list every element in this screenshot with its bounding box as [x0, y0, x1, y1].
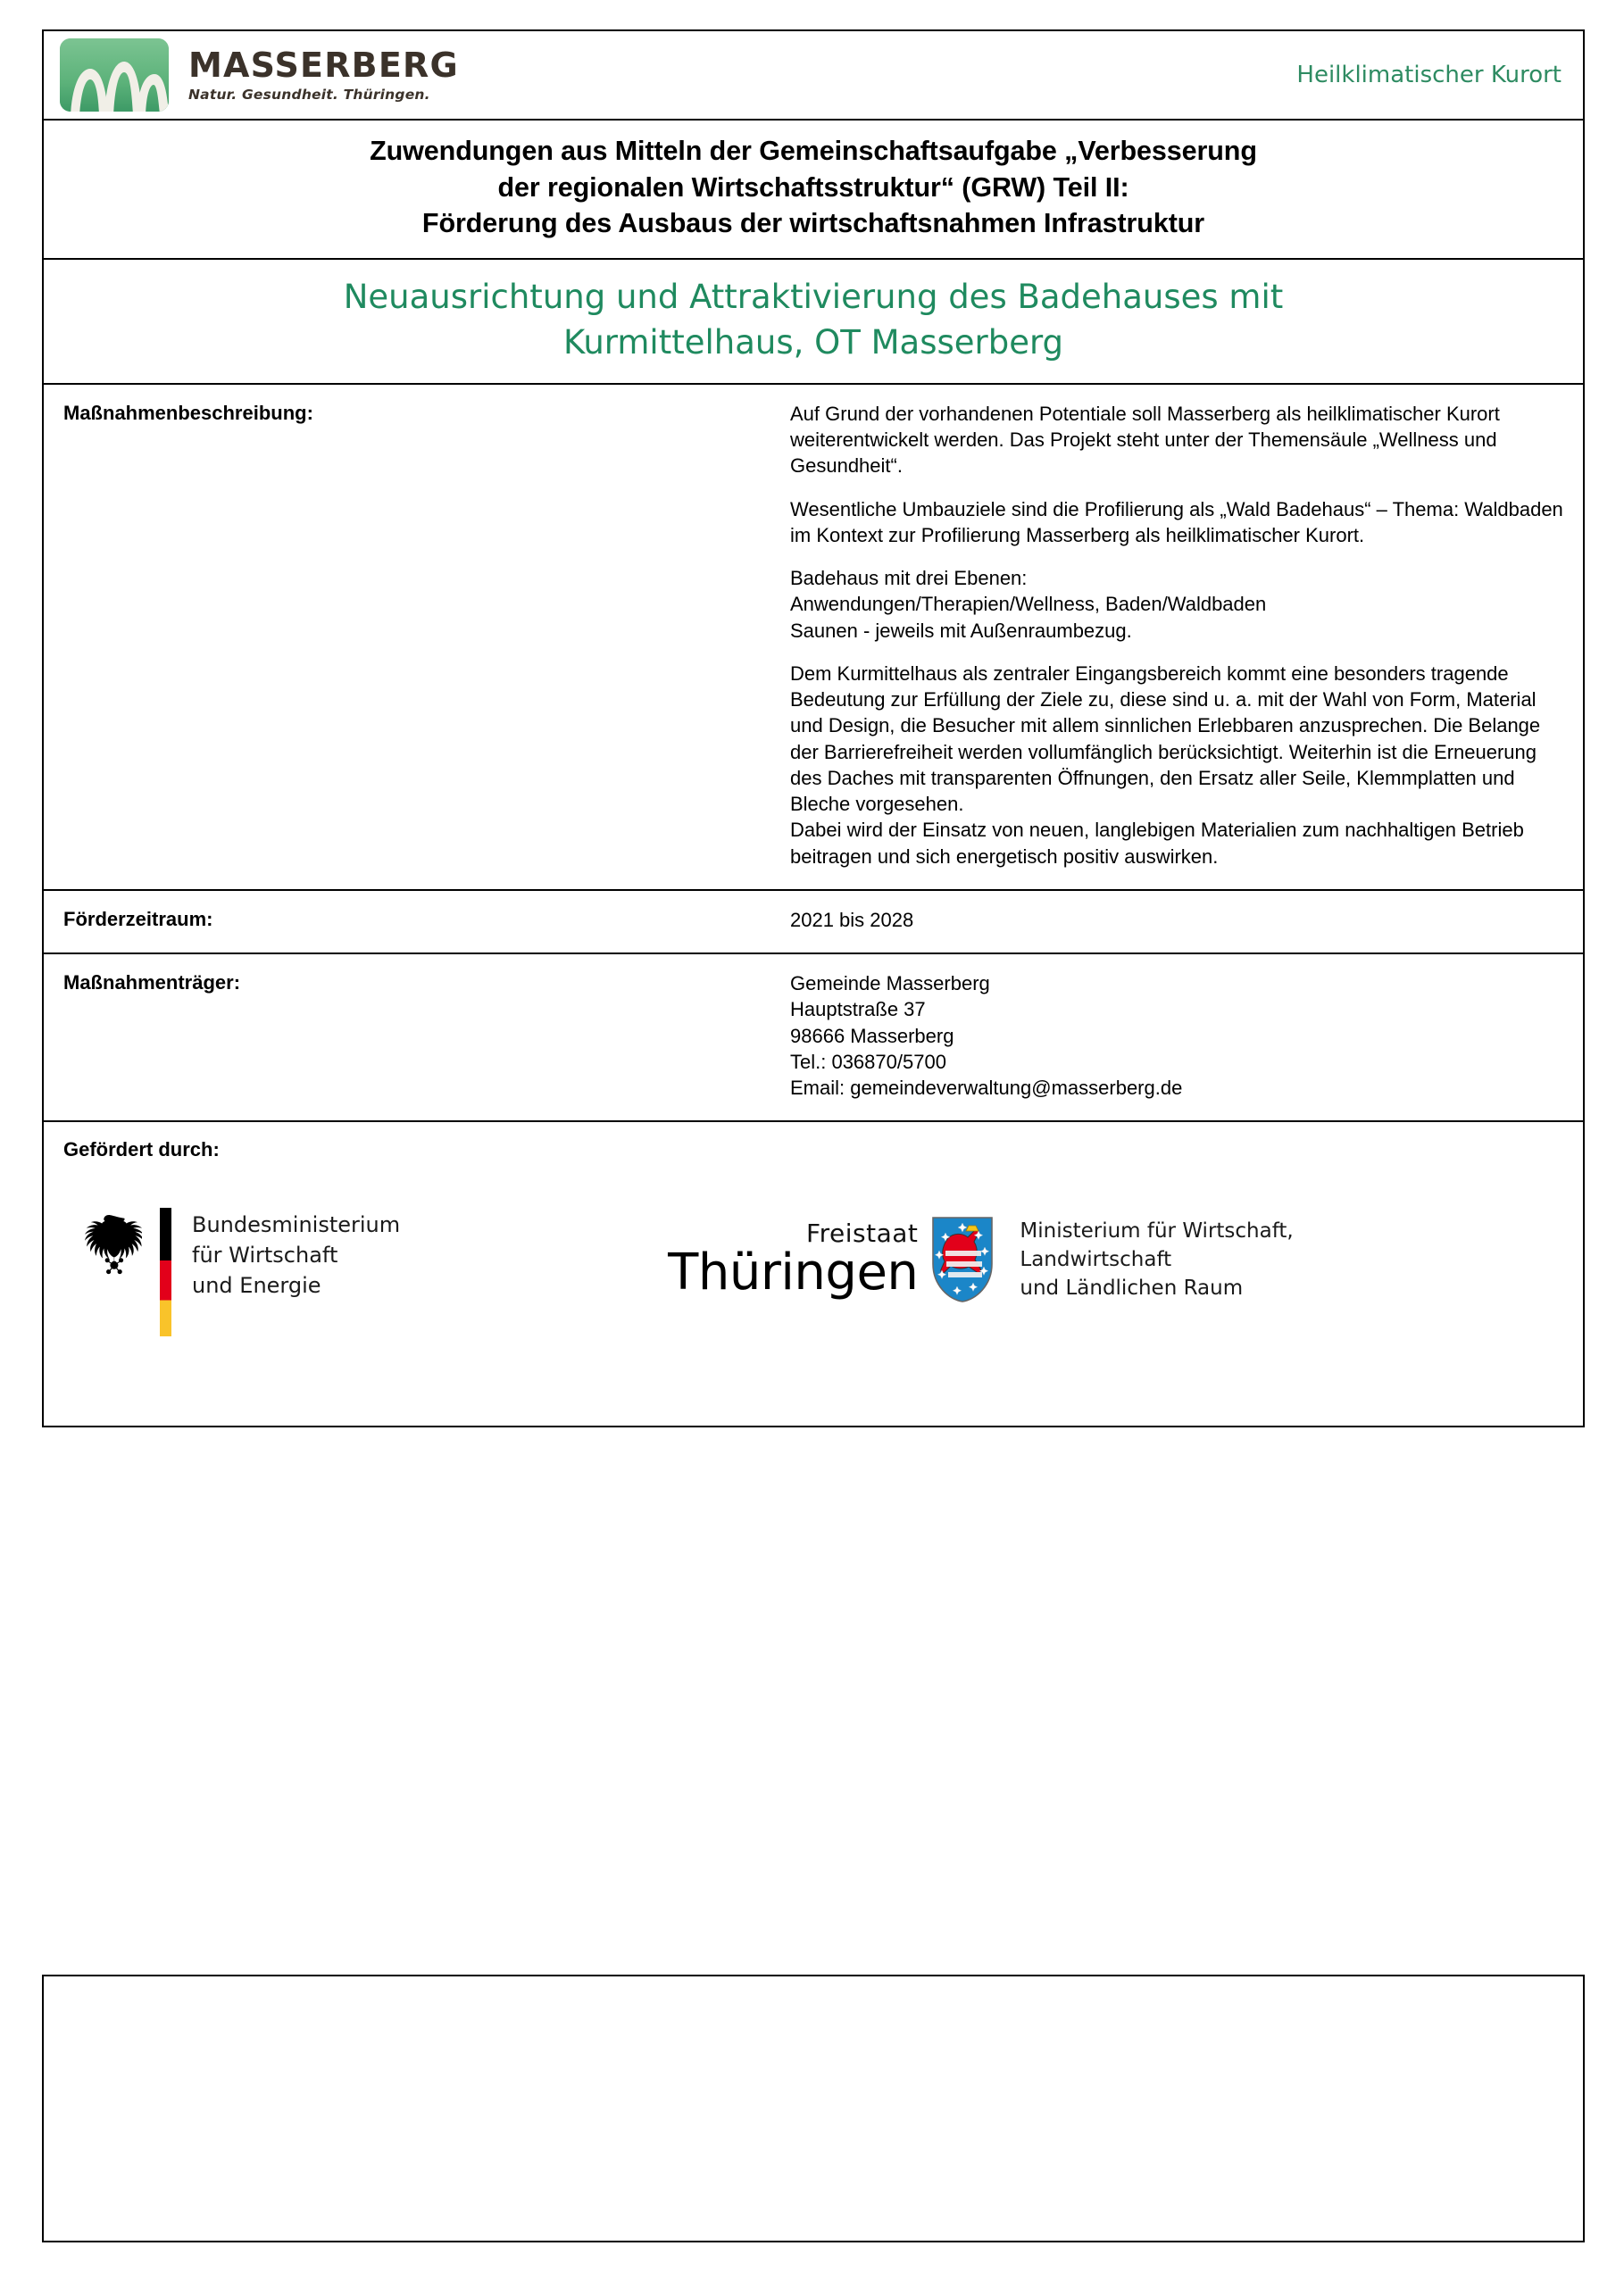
row-funded-by — [44, 1122, 1583, 1426]
final-text-tail: Dabei wird der Einsatz von neuen, langlebigen Materialien zum nachhaltigen Betrieb beitragen und sich energetisch positiv auswirken. — [790, 819, 1524, 868]
brand-wordmark — [188, 45, 459, 103]
carrier-line: Gemeinde Masserberg — [790, 972, 990, 995]
carrier-line: Hauptstraße 37 — [790, 998, 926, 1021]
row-funding-period — [44, 891, 1583, 954]
programme-title-line-3: Förderung des Ausbaus der wirtschaftsnahmen Infrastruktur — [421, 208, 1205, 239]
bmwi-line-2: für Wirtschaft — [192, 1243, 338, 1269]
programme-title-row — [44, 121, 1583, 260]
thueringen-state-name: Thüringen — [668, 1244, 919, 1302]
description-paragraph: Auf Grund der vorhandenen Potentiale soll Masserberg als heilklimatischer Kurort weiterentwickelt werden. Das Projekt steht unter der Themensäule „Wellness und Gesundheit“. — [790, 402, 1500, 478]
ministry-line-1: Ministerium für Wirtschaft, — [1020, 1219, 1294, 1243]
carrier-line: 98666 Masserberg — [790, 1024, 954, 1047]
description-paragraph: Wesentliche Umbauziele sind die Profilierung als „Wald Badehaus“ – Thema: Waldbaden im Kontext zur Profilierung Masserberg als heilklimatischer Kurort. — [790, 497, 1563, 546]
empty-bottom-box — [42, 1975, 1585, 2242]
programme-title-line-2: der regionalen Wirtschaftsstruktur“ (GRW) Teil II: — [497, 171, 1129, 203]
masserberg-logo — [60, 38, 459, 112]
label-funded-by: Gefördert durch: — [63, 1138, 220, 1161]
thueringen-freistaat: Freistaat — [806, 1219, 919, 1249]
label-description: Maßnahmenbeschreibung: — [63, 401, 313, 424]
carrier-email: Email: gemeindeverwaltung@masserberg.de — [790, 1077, 1183, 1100]
value-carrier — [787, 954, 1583, 1120]
thueringen-ministry-name — [1020, 1217, 1293, 1303]
levels-line: Badehaus mit drei Ebenen: — [790, 567, 1028, 590]
value-description — [787, 385, 1583, 889]
ministry-line-2: Landwirtschaft — [1020, 1248, 1172, 1272]
fact-sheet-table — [42, 29, 1585, 1427]
description-final — [790, 661, 1567, 869]
carrier-phone: Tel.: 036870/5700 — [790, 1050, 946, 1073]
final-text-main: Dem Kurmittelhaus als zentraler Eingangsbereich kommt eine besonders tragende Bedeutung zur Erfüllung der Ziele zu, diese sind u. a. mit der Wahl von Form, Material und Design, die Besucher mit allem sinnlichen Erlebbaren anzusprechen. Die Belange der Barrierefreiheit werden vollumfänglich berücksichtigt. Weiterhin ist die Erneuerung des Daches mit transparenten Öffnungen, den Ersatz aller Seile, Klemmplatten und Bleche vorgesehen. — [790, 661, 1541, 816]
project-title — [79, 274, 1547, 365]
ministry-line-3: und Ländlichen Raum — [1020, 1277, 1244, 1301]
label-funding-period: Förderzeitraum: — [63, 907, 213, 930]
value-funding-period: 2021 bis 2028 — [790, 908, 914, 931]
thueringen-wordmark — [668, 1219, 930, 1302]
bmwi-line-1: Bundesministerium — [192, 1212, 401, 1238]
project-title-row — [44, 260, 1583, 385]
brand-claim: Natur. Gesundheit. Thüringen. — [188, 86, 430, 103]
bmwi-line-3: und Energie — [192, 1273, 321, 1299]
thueringen-logo — [668, 1208, 1294, 1304]
bmwi-wordmark — [192, 1208, 400, 1301]
header-tagline: Heilklimatischer Kurort — [1296, 62, 1562, 88]
thueringen-coat-of-arms-icon — [930, 1215, 995, 1304]
masserberg-mark-icon — [60, 38, 169, 112]
bmwi-logo — [76, 1208, 400, 1336]
project-title-line-2: Kurmittelhaus, OT Masserberg — [562, 322, 1064, 362]
federal-eagle-icon — [76, 1210, 142, 1292]
description-levels — [790, 565, 1567, 644]
label-carrier: Maßnahmenträger: — [63, 971, 241, 994]
levels-line: Saunen - jeweils mit Außenraumbezug. — [790, 619, 1132, 642]
row-carrier — [44, 954, 1583, 1122]
programme-title-line-1: Zuwendungen aus Mitteln der Gemeinschaftsaufgabe „Verbesserung — [370, 136, 1257, 166]
levels-line: Anwendungen/Therapien/Wellness, Baden/Waldbaden — [790, 593, 1267, 616]
funder-logos — [63, 1208, 1563, 1336]
row-description — [44, 385, 1583, 891]
brand-name: MASSERBERG — [188, 45, 459, 85]
german-flag-bar-icon — [160, 1208, 171, 1336]
programme-title — [67, 133, 1560, 242]
header-row — [44, 31, 1583, 121]
project-title-line-1: Neuausrichtung und Attraktivierung des Badehauses mit — [343, 277, 1284, 316]
